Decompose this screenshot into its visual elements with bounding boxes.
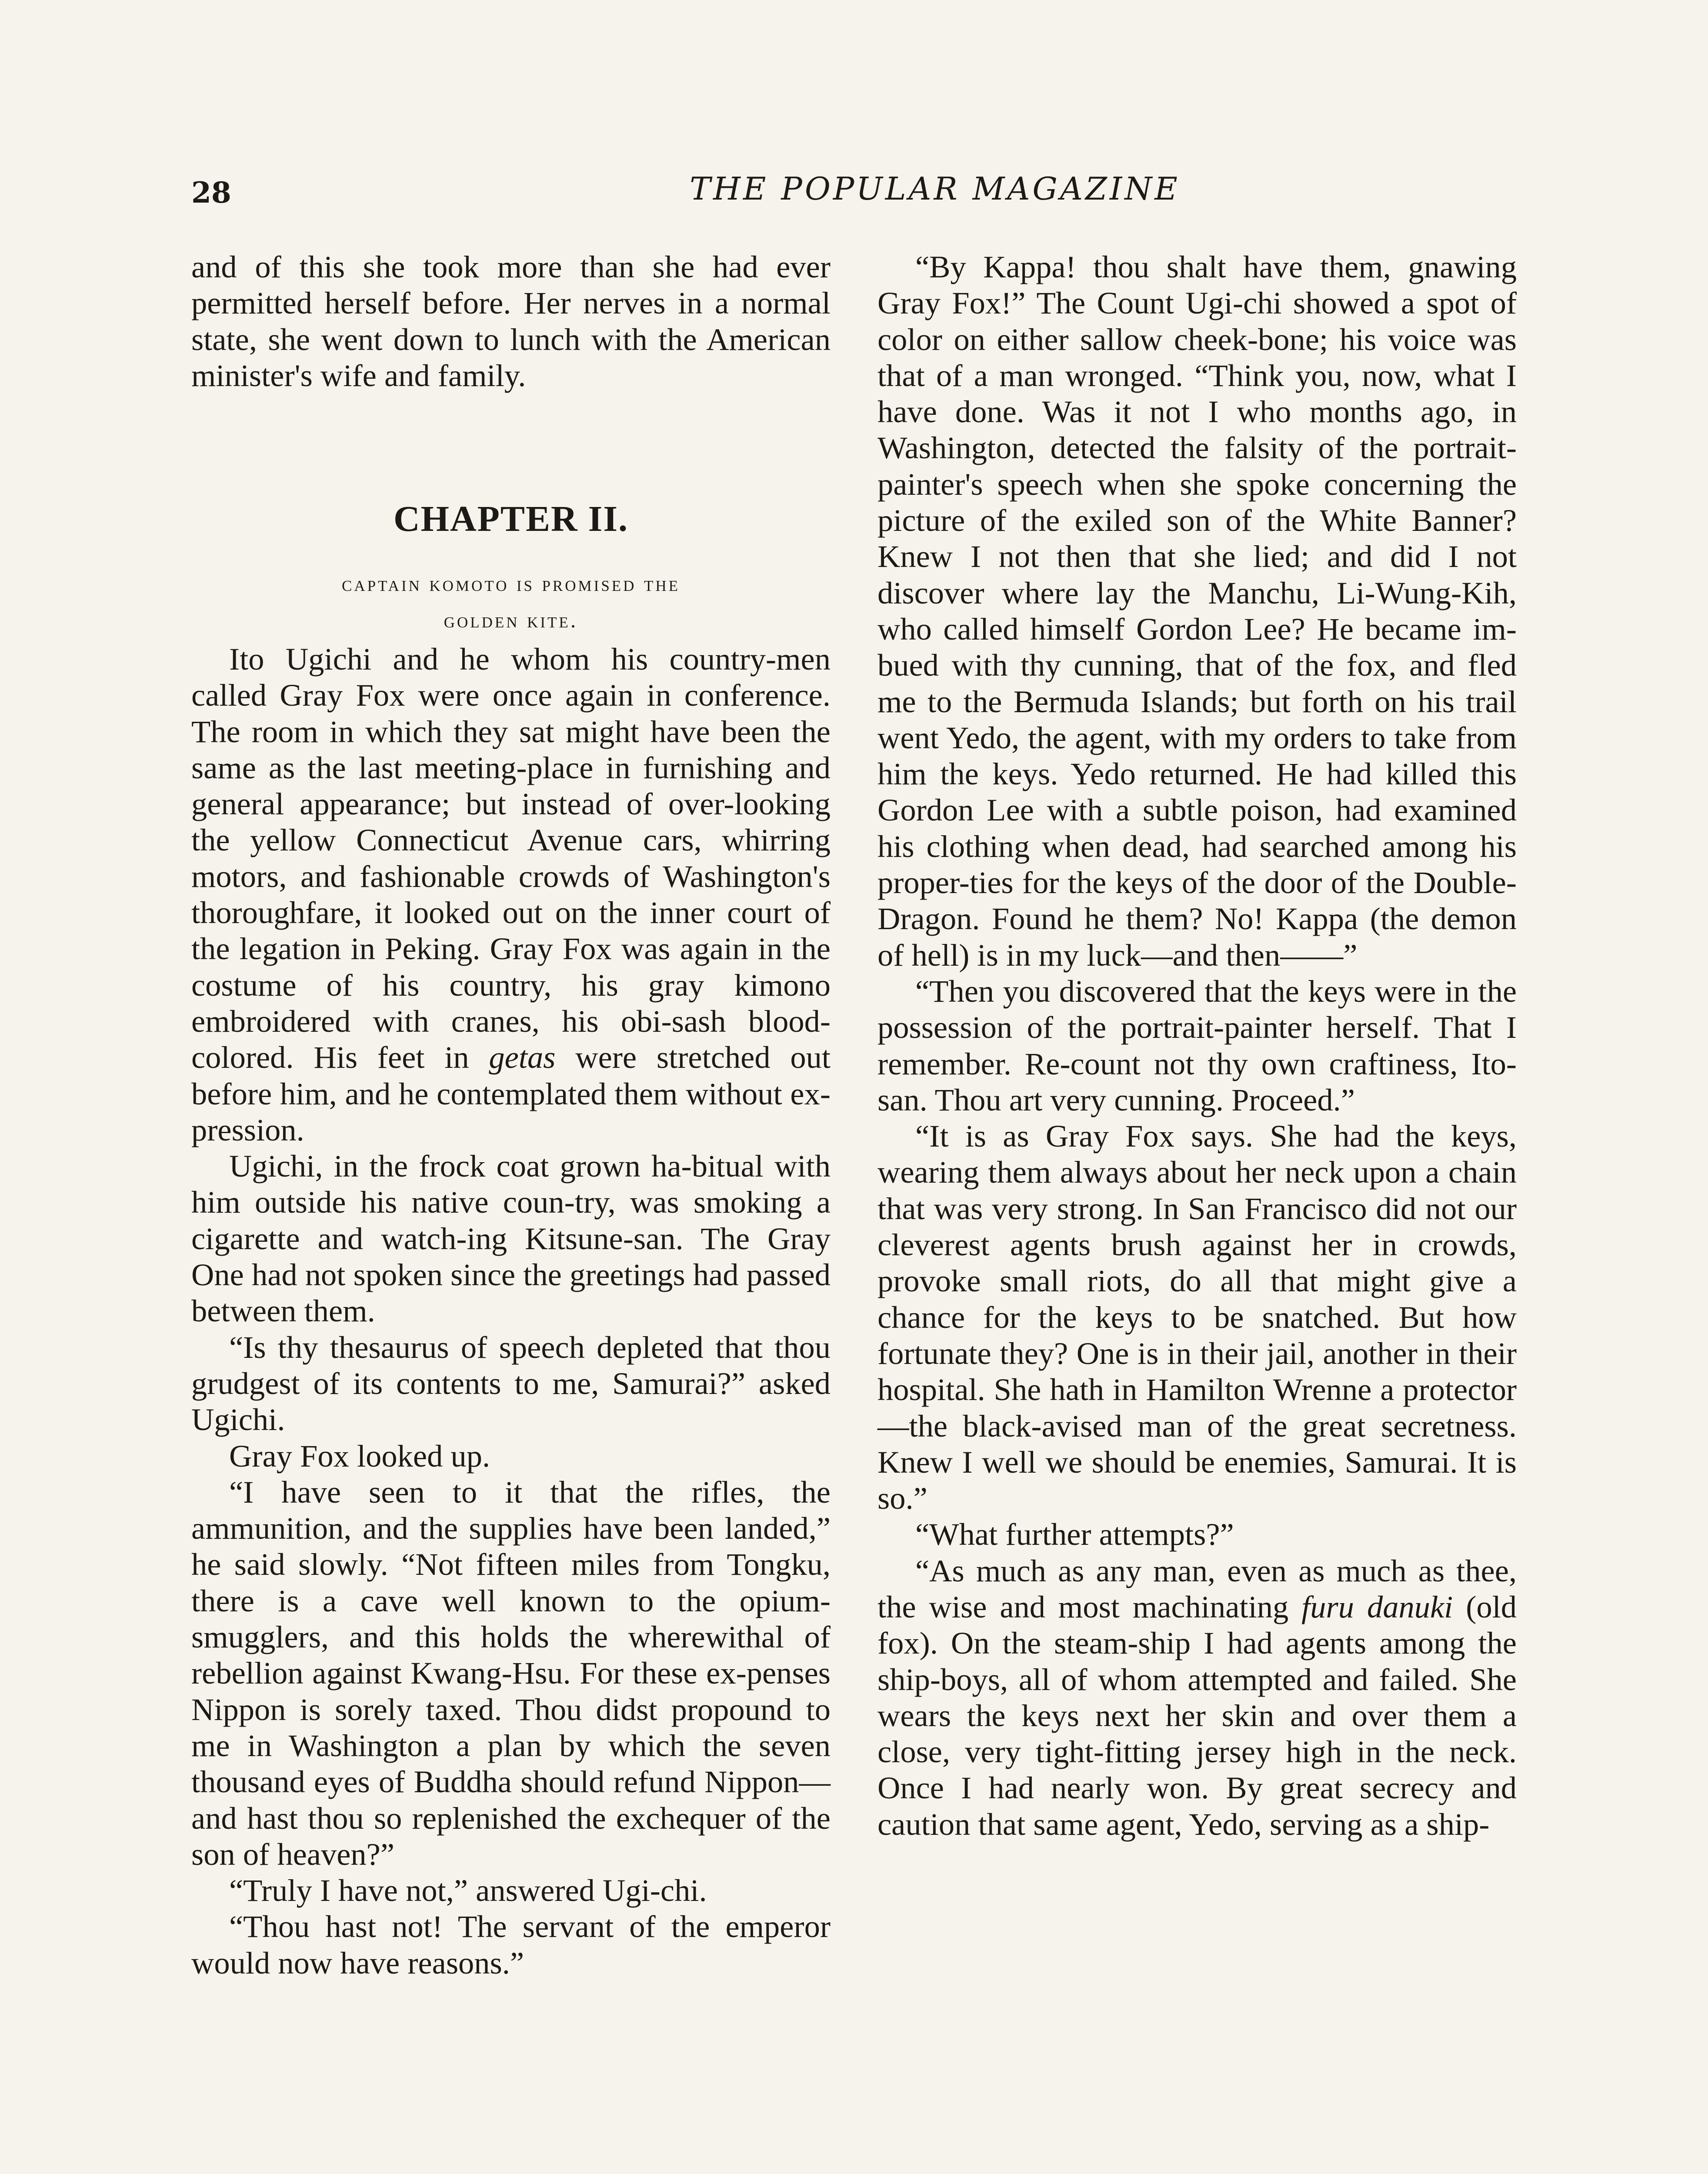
left-column bbox=[191, 249, 831, 393]
paragraph: “It is as Gray Fox says. She had the keys, wearing them always about her neck upon a chain that was very strong. In San Francisco did not our cleverest agents brush against her in crowds, provoke small riots, do all that might give a chance for the keys to be snatched. But how fortunate they? One is in their jail, another in their hospital. She hath in Hamilton Wrenne a protector—the black-avised man of the great secretness. Knew I well we should be enemies, Samurai. It is so.” bbox=[877, 1118, 1517, 1516]
paragraph bbox=[191, 641, 831, 1148]
paragraph-text: “As much as any man, even as much as thee, the wise and most machinating bbox=[877, 1553, 1517, 1624]
paragraph: “By Kappa! thou shalt have them, gnawing Gray Fox!” The Count Ugi-chi showed a spot of color on either sallow cheek-bone; his voice was that of a man wronged. “Think you, now, what I have done. Was it not I who months ago, in Washington, detected the falsity of the portrait-painter's speech when she spoke concerning the picture of the exiled son of the White Banner? Knew I not then that she lied; and did I not discover where lay the Manchu, Li-Wung-Kih, who called himself Gordon Lee? He became im-bued with thy cunning, that of the fox, and fled me to the Bermuda Islands; but forth on his trail went Yedo, the agent, with my orders to take from him the keys. Yedo returned. He had killed this Gordon Lee with a subtle poison, had examined his clothing when dead, had searched among his proper-ties for the keys of the door of the Double-Dragon. Found he them? No! Kappa (the demon of hell) is in my luck—and then——” bbox=[877, 249, 1517, 973]
paragraph-text: (old fox). On the steam-ship I had agents among the ship-boys, all of whom attempted and failed. She wears the keys next her skin and over them a close, very tight-fitting jersey high in the neck. Once I had nearly won. By great secrecy and caution that same agent, Yedo, serving as a ship- bbox=[877, 1589, 1517, 1842]
chapter-subtitle-line: captain komoto is promised the bbox=[342, 571, 680, 596]
paragraph: “Truly I have not,” answered Ugi-chi. bbox=[229, 1873, 707, 1908]
paragraph: Ugichi, in the frock coat grown ha-bitual with him outside his native coun-try, was smoking a cigarette and watch-ing Kitsune-san. The Gray One had not spoken since the greetings had passed between them. bbox=[191, 1148, 831, 1329]
page-number: 28 bbox=[191, 176, 231, 210]
paragraph: “Thou hast not! The servant of the emperor would now have reasons.” bbox=[191, 1909, 831, 1981]
chapter-subtitle-line: golden kite. bbox=[444, 608, 578, 632]
paragraph: “What further attempts?” bbox=[915, 1517, 1234, 1552]
running-head: THE POPULAR MAGAZINE bbox=[690, 170, 1180, 207]
paragraph-text: Ito Ugichi and he whom his country-men called Gray Fox were once again in conference. The room in which they sat might have been the same as the last meeting-place in furnishing and general appearance; but instead of over-looking the yellow Connecticut Avenue cars, whirring motors, and fashionable crowds of Washington's thoroughfare, it looked out on the inner court of the legation in Peking. Gray Fox was again in the costume of his country, his gray kimono embroidered with cranes, his obi-sash blood-colored. bbox=[191, 641, 831, 1075]
paragraph bbox=[877, 1553, 1517, 1842]
chapter-subtitle bbox=[191, 565, 831, 638]
left-column-chapter-body bbox=[191, 641, 831, 1981]
paragraph: “Then you discovered that the keys were in the possession of the portrait-painter herself. That I remember. Re-count not thy own craftiness, Ito-san. Thou art very cunning. Proceed.” bbox=[877, 973, 1517, 1117]
paragraph: “I have seen to it that the rifles, the ammunition, and the supplies have been landed,” he said slowly. “Not fifteen miles from Tongku, there is a cave well known to the opium-smugglers, and this holds the wherewithal of rebellion against Kwang-Hsu. For these ex-penses Nippon is sorely taxed. Thou didst propound to me in Washington a plan by which the seven thousand eyes of Buddha should refund Nippon—and hast thou so replenished the exchequer of the son of heaven?” bbox=[191, 1474, 831, 1872]
italic-term: furu danuki bbox=[1301, 1589, 1453, 1624]
right-column bbox=[877, 249, 1517, 1842]
paragraph: “Is thy thesaurus of speech depleted that thou grudgest of its contents to me, Samurai?” asked Ugichi. bbox=[191, 1329, 831, 1437]
paragraph: Gray Fox looked up. bbox=[229, 1438, 490, 1474]
paragraph-text: His feet in bbox=[314, 1040, 469, 1075]
opening-paragraph: and of this she took more than she had ever permitted herself before. Her nerves in a normal state, she went down to lunch with the American minister's wife and family. bbox=[191, 249, 831, 393]
italic-term: getas bbox=[489, 1040, 556, 1075]
paragraph-text: were stretched out before him, and he contemplated them without ex-pression. bbox=[191, 1040, 831, 1147]
chapter-title: CHAPTER II. bbox=[393, 499, 629, 539]
